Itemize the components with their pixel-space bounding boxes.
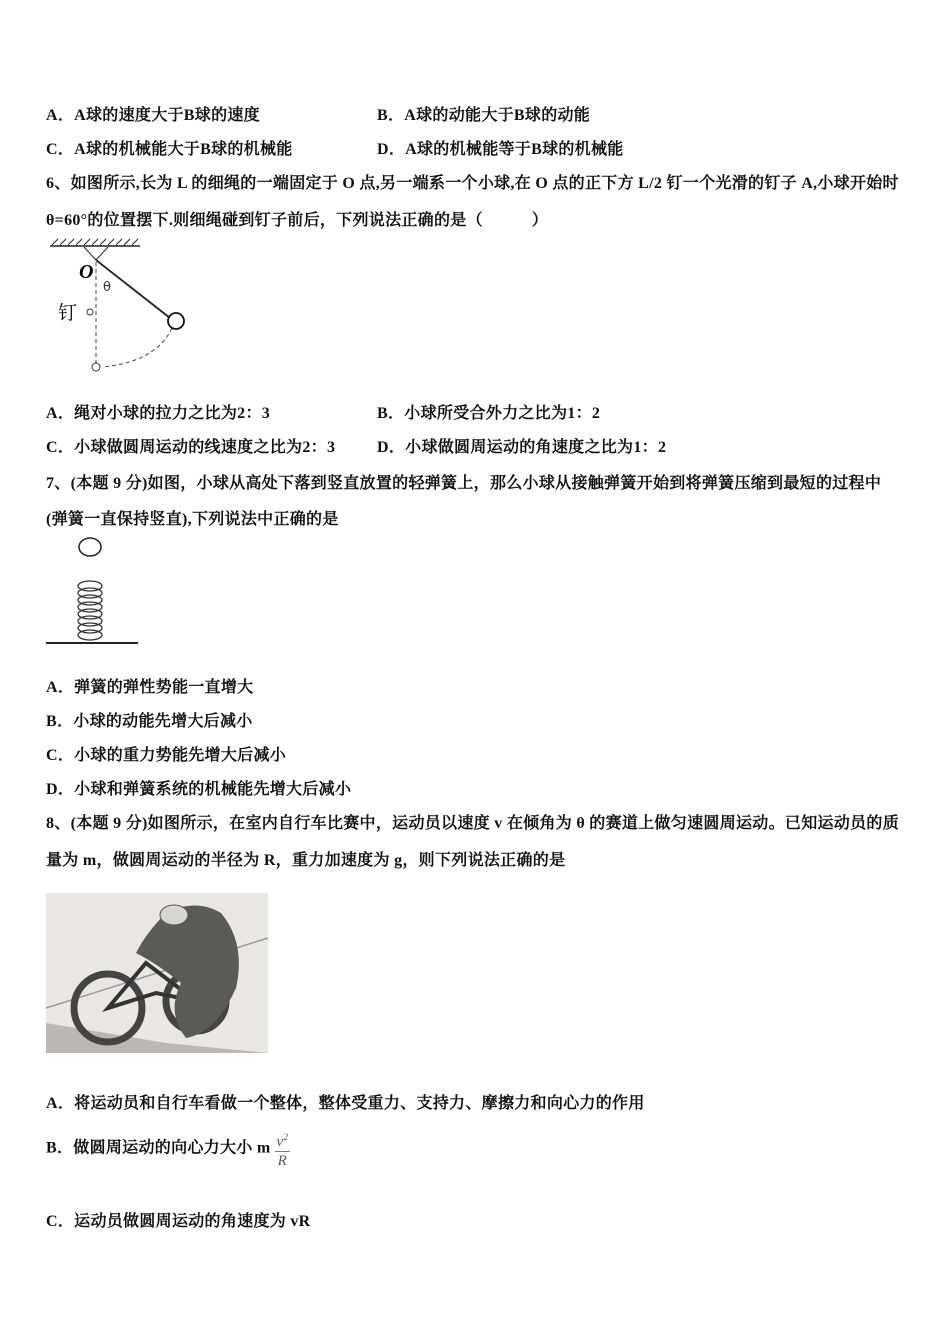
support-right xyxy=(96,247,108,260)
option-text: 运动员做圆周运动的角速度为 vR xyxy=(74,1213,311,1230)
q7-option-d xyxy=(46,776,351,799)
option-label: A． xyxy=(46,405,75,422)
point-o-label: O xyxy=(79,261,94,283)
q5-option-a xyxy=(46,102,260,125)
option-text: 小球的动能先增大后减小 xyxy=(73,713,253,730)
option-label: B． xyxy=(377,107,405,124)
q5-option-b xyxy=(377,102,590,125)
q7-option-c xyxy=(46,742,286,765)
option-label: A． xyxy=(46,679,75,696)
option-text: 绳对小球的拉力之比为2：3 xyxy=(74,405,271,422)
q8-stem-line2: 量为 m，做圆周运动的半径为 R，重力加速度为 g，则下列说法正确的是 xyxy=(46,852,566,869)
swing-arc xyxy=(102,328,172,367)
support-left xyxy=(84,247,96,260)
option-text: A球的机械能大于B球的机械能 xyxy=(74,141,293,158)
q8-option-a xyxy=(46,1090,645,1113)
ceiling-hatch xyxy=(52,239,138,245)
option-label: C． xyxy=(46,141,75,158)
option-text: 小球和弹簧系统的机械能先增大后减小 xyxy=(74,781,352,798)
q8-option-b xyxy=(46,1128,290,1170)
q6-stem-line2: θ=60°的位置摆下.则细绳碰到钉子前后，下列说法正确的是（ ） xyxy=(46,212,549,229)
pendulum-figure xyxy=(46,236,216,376)
q8-option-c xyxy=(46,1208,311,1231)
option-label: D． xyxy=(377,141,406,158)
option-text: A球的速度大于B球的速度 xyxy=(74,107,260,124)
spring-figure xyxy=(44,534,144,650)
fraction-numerator: v xyxy=(276,1134,284,1150)
q7-option-a xyxy=(46,674,253,697)
option-label: C． xyxy=(46,747,75,764)
rider-helmet xyxy=(160,905,188,925)
theta-label: θ xyxy=(103,280,111,295)
option-text: 小球的重力势能先增大后减小 xyxy=(74,747,287,764)
option-label: B． xyxy=(46,1139,74,1157)
q6-option-b xyxy=(377,400,600,423)
option-text: 做圆周运动的向心力大小 m xyxy=(73,1139,271,1157)
option-label: C． xyxy=(46,1213,75,1230)
option-text: 小球做圆周运动的线速度之比为2：3 xyxy=(74,439,336,456)
q5-option-c xyxy=(46,136,293,159)
q6-option-c xyxy=(46,434,335,457)
fraction-v2-over-r xyxy=(275,1128,291,1170)
q7-option-b xyxy=(46,708,253,731)
fraction-exponent: 2 xyxy=(283,1132,289,1142)
q8-stem-line1: 8、(本题 9 分)如图所示，在室内自行车比赛中，运动员以速度 v 在倾角为 θ 的赛道上做匀速圆周运动。已知运动员的质 xyxy=(46,815,900,832)
ball xyxy=(168,313,184,329)
option-text: 弹簧的弹性势能一直增大 xyxy=(74,679,254,696)
option-text: 将运动员和自行车看做一个整体，整体受重力、支持力、摩擦力和向心力的作用 xyxy=(74,1095,645,1112)
fraction-denominator: R xyxy=(277,1153,288,1169)
option-label: D． xyxy=(46,781,75,798)
spring xyxy=(78,581,102,640)
nail xyxy=(87,309,93,315)
option-text: A球的机械能等于B球的机械能 xyxy=(405,141,624,158)
option-text: A球的动能大于B球的动能 xyxy=(404,107,591,124)
option-label: B． xyxy=(377,405,405,422)
q6-option-a xyxy=(46,400,270,423)
cyclist-photo xyxy=(46,893,268,1053)
q5-option-d xyxy=(377,136,624,159)
option-text: 小球所受合外力之比为1：2 xyxy=(404,405,601,422)
option-label: D． xyxy=(377,439,406,456)
option-label: C． xyxy=(46,439,75,456)
option-text: 小球做圆周运动的角速度之比为1：2 xyxy=(405,439,667,456)
option-label: A． xyxy=(46,1095,75,1112)
nail-label: 钉 xyxy=(58,302,78,324)
option-label: A． xyxy=(46,107,75,124)
q6-stem-line1: 6、如图所示,长为 L 的细绳的一端固定于 O 点,另一端系一个小球,在 O 点的正下方 L/2 钉一个光滑的钉子 A,小球开始时 xyxy=(46,175,899,192)
q7-stem-line1: 7、(本题 9 分)如图，小球从高处下落到竖直放置的轻弹簧上，那么小球从接触弹簧开始到将弹簧压缩到最短的过程中 xyxy=(46,475,882,492)
q6-option-d xyxy=(377,434,666,457)
ball xyxy=(79,538,101,556)
option-label: B． xyxy=(46,713,74,730)
ball-low xyxy=(92,363,100,371)
q7-stem-line2: (弹簧一直保持竖直),下列说法中正确的是 xyxy=(46,511,339,528)
